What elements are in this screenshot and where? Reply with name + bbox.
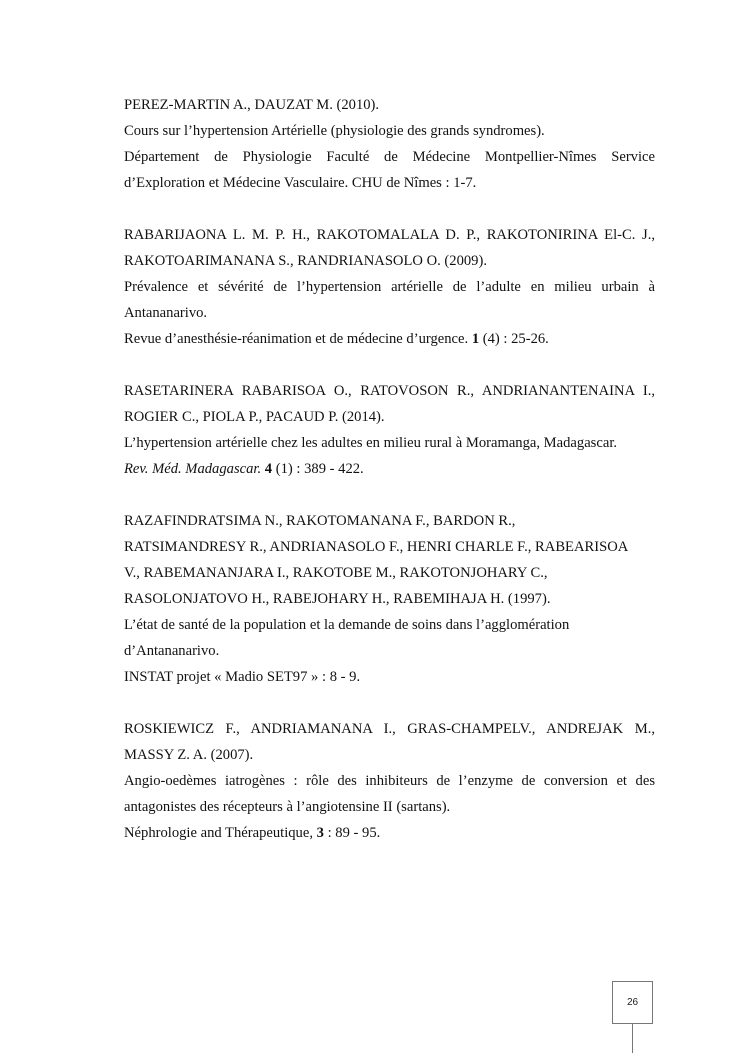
reference-source: INSTAT projet « Madio SET97 » : 8 - 9. [124, 669, 361, 685]
reference-authors: MASSY Z. A. (2007). [124, 747, 254, 763]
reference-authors: RASETARINERA RABARISOA O., RATOVOSON R., ANDRIANANTENAINA I., [124, 383, 655, 399]
reference-authors: RABARIJAONA L. M. P. H., RAKOTOMALALA D. P., RAKOTONIRINA El-C. J., [124, 227, 655, 243]
reference-authors: RAZAFINDRATSIMA N., RAKOTOMANANA F., BARDON R., [124, 513, 516, 529]
reference-authors: PEREZ-MARTIN A., DAUZAT M. (2010). [124, 97, 380, 113]
reference-title: Antananarivo. [124, 305, 208, 321]
reference-source: d’Exploration et Médecine Vasculaire. CHU de Nîmes : 1-7. [124, 175, 477, 191]
page-number-box [612, 981, 653, 1024]
reference-list [124, 92, 655, 872]
reference-entry [124, 716, 655, 846]
reference-volume: 1 [471, 331, 480, 347]
reference-authors: ROSKIEWICZ F., ANDRIAMANANA I., GRAS-CHAMPELV., ANDREJAK M., [124, 721, 655, 737]
reference-title: L’hypertension artérielle chez les adultes en milieu rural à Moramanga, Madagascar. [124, 435, 618, 451]
reference-volume: 3 [316, 825, 324, 841]
reference-pages: : 89 - 95. [327, 825, 381, 841]
reference-pages: (4) : 25-26. [482, 331, 549, 347]
reference-authors: RATSIMANDRESY R., ANDRIANASOLO F., HENRI CHARLE F., RABEARISOA [124, 539, 629, 555]
reference-authors: RASOLONJATOVO H., RABEJOHARY H., RABEMIHAJA H. (1997). [124, 591, 551, 607]
reference-title: antagonistes des récepteurs à l’angiotensine II (sartans). [124, 799, 451, 815]
reference-volume: 4 [264, 461, 273, 477]
reference-title: Prévalence et sévérité de l’hypertension artérielle de l’adulte en milieu urbain à [124, 279, 655, 295]
reference-entry [124, 378, 655, 482]
page-number: 26 [626, 997, 639, 1008]
reference-title: Cours sur l’hypertension Artérielle (physiologie des grands syndromes). [124, 123, 545, 139]
reference-pages: (1) : 389 - 422. [275, 461, 364, 477]
reference-journal-line [124, 326, 655, 352]
reference-journal: Rev. Méd. Madagascar. [124, 461, 262, 477]
page-number-stem [632, 1024, 633, 1053]
reference-source: Département de Physiologie Faculté de Médecine Montpellier-Nîmes Service [124, 149, 655, 165]
reference-entry [124, 508, 655, 690]
reference-authors: ROGIER C., PIOLA P., PACAUD P. (2014). [124, 409, 385, 425]
reference-journal-line [124, 456, 655, 482]
reference-title: d’Antananarivo. [124, 643, 220, 659]
reference-journal: Néphrologie and Thérapeutique, [124, 825, 313, 841]
reference-authors: V., RABEMANANJARA I., RAKOTOBE M., RAKOTONJOHARY C., [124, 565, 548, 581]
reference-entry [124, 92, 655, 196]
reference-journal-line [124, 820, 655, 846]
reference-entry [124, 222, 655, 352]
reference-title: Angio-oedèmes iatrogènes : rôle des inhibiteurs de l’enzyme de conversion et des [124, 773, 655, 789]
reference-title: L’état de santé de la population et la demande de soins dans l’agglomération [124, 617, 570, 633]
reference-journal: Revue d’anesthésie-réanimation et de médecine d’urgence. [124, 331, 469, 347]
reference-authors: RAKOTOARIMANANA S., RANDRIANASOLO O. (2009). [124, 253, 487, 269]
